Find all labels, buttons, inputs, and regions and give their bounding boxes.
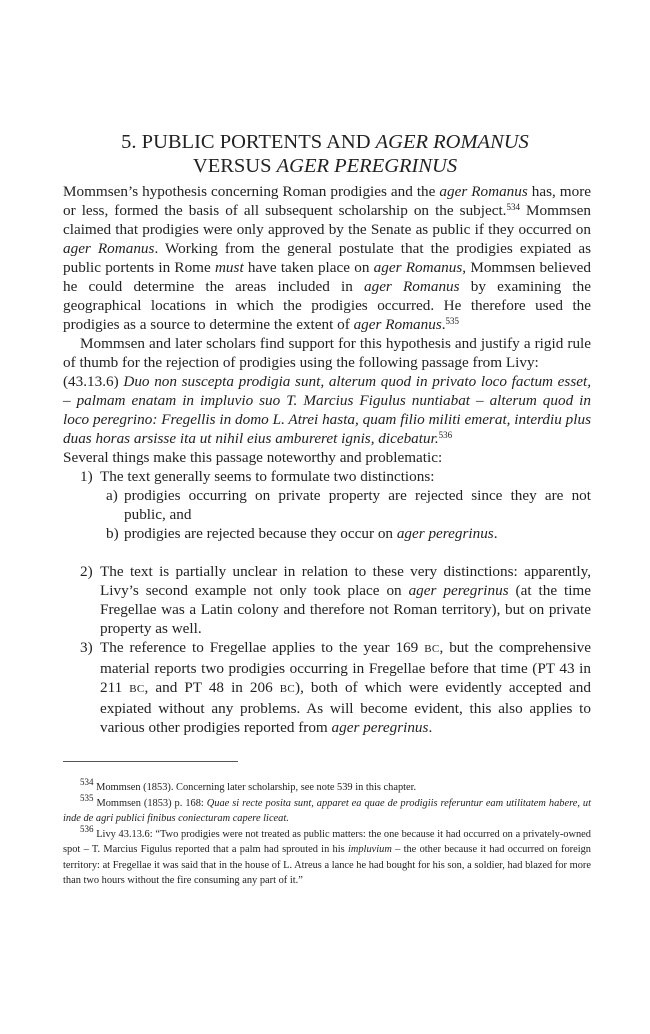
- heading-line-1: [60, 130, 590, 154]
- heading-italic-1: AGER ROMANUS: [375, 131, 529, 153]
- paragraph-1: Mommsen’s hypothesis concerning Roman prodigies and the ager Romanus has, more or less, formed the basis of all subsequent scholarship on the subject.$^{534}$ Mommsen claimed that prodigies were only approved by the Senate as public if they occurred on ager Romanus. Working from the general postulate that the prodigies expiated as public portents in Rome must have taken place on ager Romanus, Mommsen believed he could determine the areas included in ager Romanus by examining the geographical locations in which the prodigies occurred. He therefore used the prodigies as a source to determine the extent of ager Romanus.$^{535}$: [63, 183, 592, 333]
- list-item-3: [80, 638, 591, 737]
- sub-item-b: [106, 524, 591, 543]
- sub-item-a: [106, 486, 591, 524]
- heading-italic-2: AGER PEREGRINUS: [276, 155, 458, 177]
- heading-text-1: 5. PUBLIC PORTENTS AND: [121, 131, 376, 153]
- chapter-heading: [60, 130, 590, 178]
- sub-text: prodigies occurring on private property are rejected since they are not public, and: [124, 487, 591, 523]
- list-item-text: The reference to Fregellae applies to the year 169 BC, but the comprehensive material reports two prodigies occurring in Fregellae before that time (PT 43 in 211 BC, and PT 48 in 206 BC), both of which were evidently accepted and expiated without any problems. As will become evident, this also applies to various other prodigies reported from ager peregrinus.: [100, 639, 591, 736]
- footnote-ref-534[interactable]: 534: [506, 202, 520, 212]
- footnote-ref-535[interactable]: 535: [445, 316, 460, 326]
- sub-label: a): [106, 487, 118, 504]
- list-item-2: [80, 562, 591, 638]
- footnote-536: $^{536}$ Livy 43.13.6: “Two prodigies were not treated as public matters: the one because it had occurred on a privately-owned spot – T. Marcius Figulus reported that a palm had sprouted in his impluvium – the other because it had occurred on foreign territory: at Fregellae it was said that in the house of L. Atreus a lance he had bought for his son, a soldier, had blazed for more than two hours without the fire consuming any part of it.”: [63, 823, 591, 886]
- paragraph-2: Mommsen and later scholars find support for this hypothesis and justify a rigid rule of thumb for the rejection of prodigies using the following passage from Livy:: [63, 335, 591, 371]
- livy-quote: (43.13.6) Duo non suscepta prodigia sunt, alterum quod in privato loco factum esset, – palmam enatam in impluvio suo T. Marcius Figulus nuntiabat – alterum quod in loco peregrino: Fregellis in domo L. Atrei hasta, quam filio militi emerat, interdiu plus duas horas arsisse ita ut nihil eius ambureret ignis, dicebatur.$^{536}$: [63, 373, 591, 447]
- footnote-534: $^{534}$ Mommsen (1853). Concerning later scholarship, see note 539 in this chapter.: [80, 777, 417, 793]
- list-intro: Several things make this passage noteworthy and problematic:: [63, 449, 443, 466]
- footnote-divider: [63, 761, 238, 762]
- footnote-535: $^{535}$ Mommsen (1853) p. 168: Quae si recte posita sunt, apparet ea quae de prodigiis referuntur eam utilitatem habere, ut inde de agri publici finibus coniecturam capere liceat.: [63, 792, 592, 824]
- list-item-text: The text is partially unclear in relation to these very distinctions: apparently, Livy’s second example not only took place on ager peregrinus (at the time Fregellae was a Latin colony and therefore not Roman territory), but on private property as well.: [100, 563, 591, 637]
- main-text: [63, 182, 591, 737]
- heading-text-2: VERSUS: [192, 155, 277, 177]
- sub-text: prodigies are rejected because they occur on ager peregrinus.: [124, 525, 498, 542]
- sub-label: b): [106, 525, 119, 542]
- list-number: 2): [80, 563, 93, 580]
- list-item-1: [80, 467, 591, 486]
- heading-line-2: [60, 154, 590, 178]
- list-item-text: The text generally seems to formulate two distinctions:: [100, 468, 435, 485]
- list-number: 3): [80, 639, 93, 656]
- footnote-ref-536[interactable]: 536: [438, 430, 453, 440]
- footnotes: [63, 777, 592, 889]
- list-number: 1): [80, 468, 93, 485]
